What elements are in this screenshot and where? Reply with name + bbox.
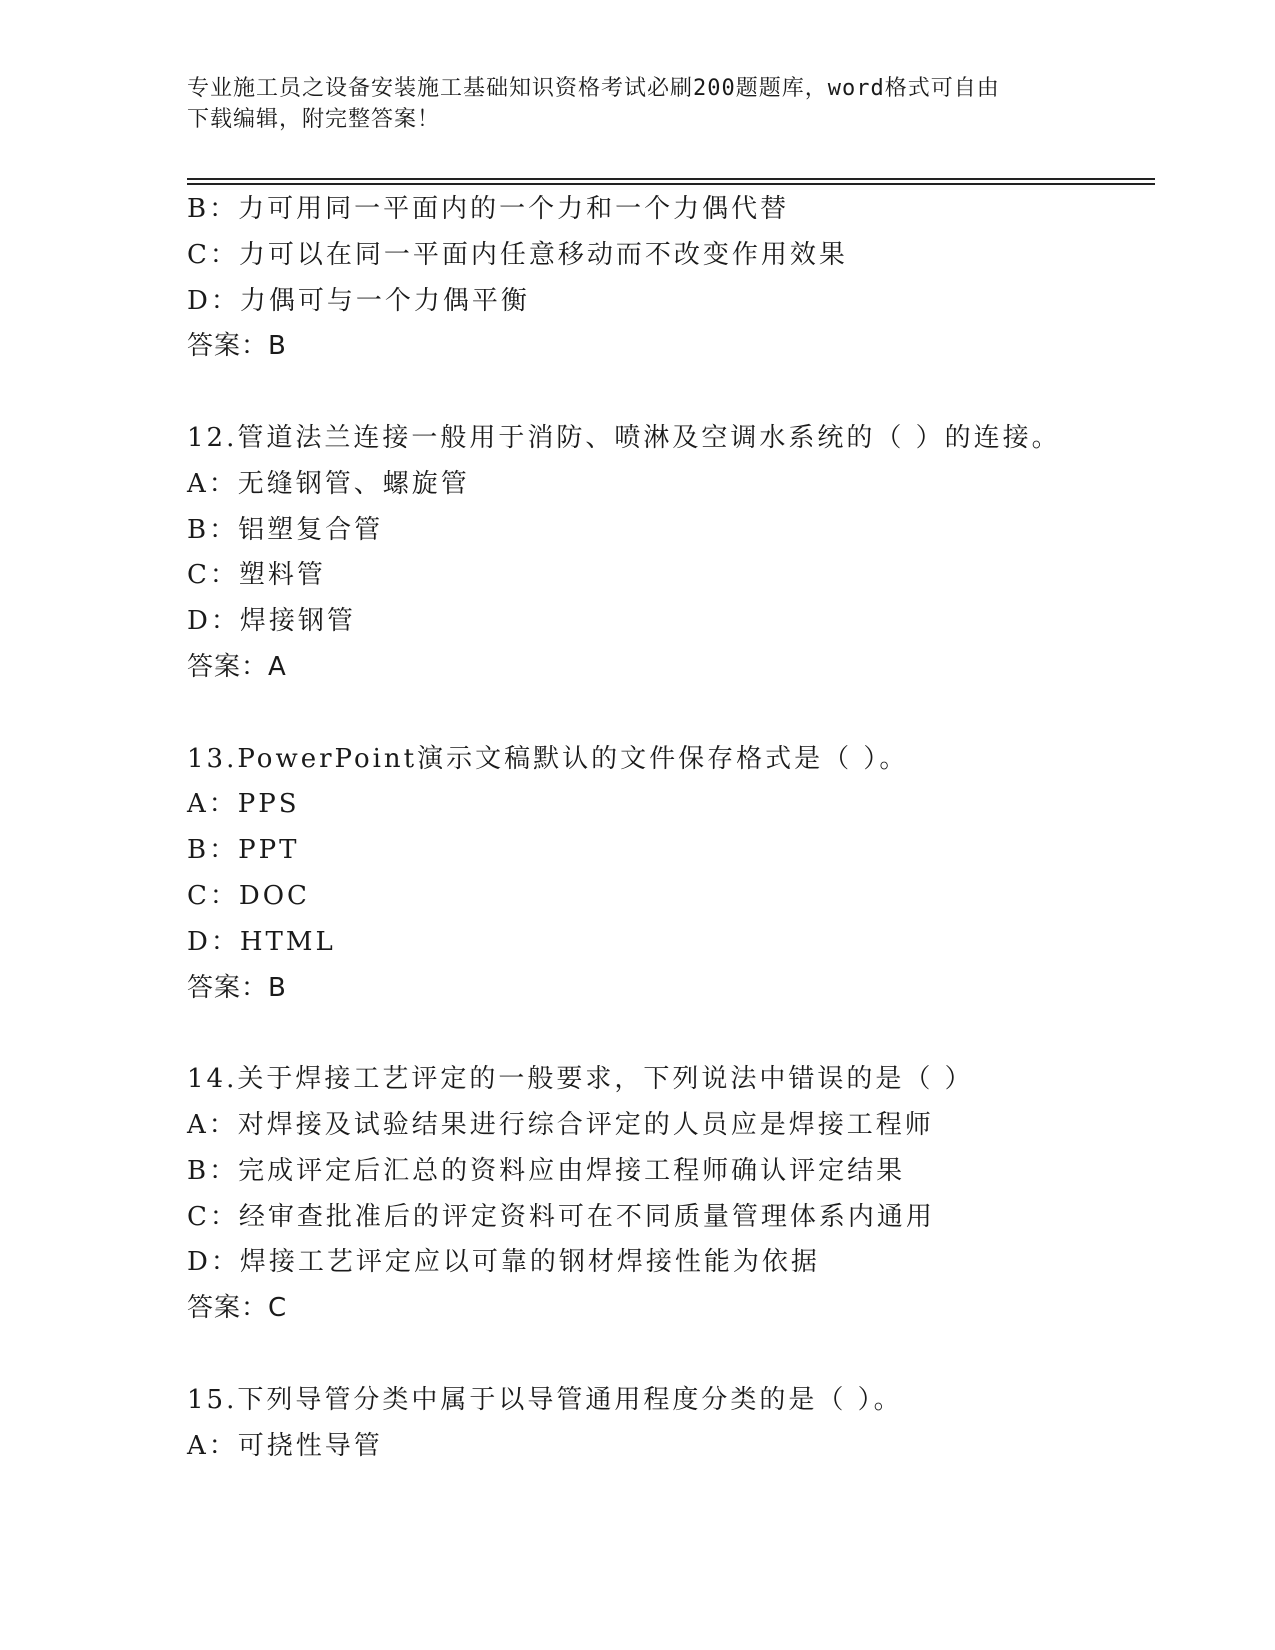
header-rule-bottom (187, 183, 1155, 185)
document-header (187, 73, 1067, 135)
question-block-11 (187, 187, 1155, 370)
answer-label: 答案：B (187, 331, 287, 362)
question-block-15 (187, 1378, 1155, 1470)
option-d: D：力偶可与一个力偶平衡 (187, 285, 530, 316)
spacer (187, 691, 1155, 737)
question-text: 15.下列导管分类中属于以导管通用程度分类的是（ ）。 (187, 1384, 903, 1415)
option-b: B：PPT (187, 835, 300, 866)
question-list (187, 187, 1155, 1469)
question-block-12 (187, 416, 1155, 691)
answer-label: 答案：A (187, 651, 287, 682)
header-line-2: 下载编辑，附完整答案！ (187, 107, 441, 132)
spacer (187, 370, 1155, 416)
header-rule-top (187, 178, 1155, 180)
option-b: B：铝塑复合管 (187, 514, 384, 545)
question-text: 12.管道法兰连接一般用于消防、喷淋及空调水系统的（ ）的连接。 (187, 422, 1061, 453)
spacer (187, 1332, 1155, 1378)
answer-label: 答案：C (187, 1293, 288, 1324)
option-b: B：完成评定后汇总的资料应由焊接工程师确认评定结果 (187, 1155, 906, 1186)
option-a: A：对焊接及试验结果进行综合评定的人员应是焊接工程师 (187, 1109, 934, 1140)
option-a: A：无缝钢管、螺旋管 (187, 468, 470, 499)
question-block-14 (187, 1057, 1155, 1332)
option-d: D：HTML (187, 926, 336, 957)
question-text: 13.PowerPoint演示文稿默认的文件保存格式是（ ）。 (187, 743, 909, 774)
option-d: D：焊接工艺评定应以可靠的钢材焊接性能为依据 (187, 1247, 820, 1278)
option-c: C：力可以在同一平面内任意移动而不改变作用效果 (187, 239, 848, 270)
option-c: C：塑料管 (187, 560, 326, 591)
question-text: 14.关于焊接工艺评定的一般要求，下列说法中错误的是（ ） (187, 1064, 974, 1095)
answer-label: 答案：B (187, 972, 287, 1003)
option-c: C：经审查批准后的评定资料可在不同质量管理体系内通用 (187, 1201, 935, 1232)
option-c: C：DOC (187, 880, 310, 911)
header-line-1: 专业施工员之设备安装施工基础知识资格考试必刷200题题库，word格式可自由 (187, 76, 1000, 101)
spacer (187, 1011, 1155, 1057)
option-b: B：力可用同一平面内的一个力和一个力偶代替 (187, 194, 790, 224)
option-a: A：PPS (187, 789, 300, 820)
question-block-13 (187, 737, 1155, 1012)
option-a: A：可挠性导管 (187, 1430, 383, 1461)
option-d: D：焊接钢管 (187, 606, 356, 637)
